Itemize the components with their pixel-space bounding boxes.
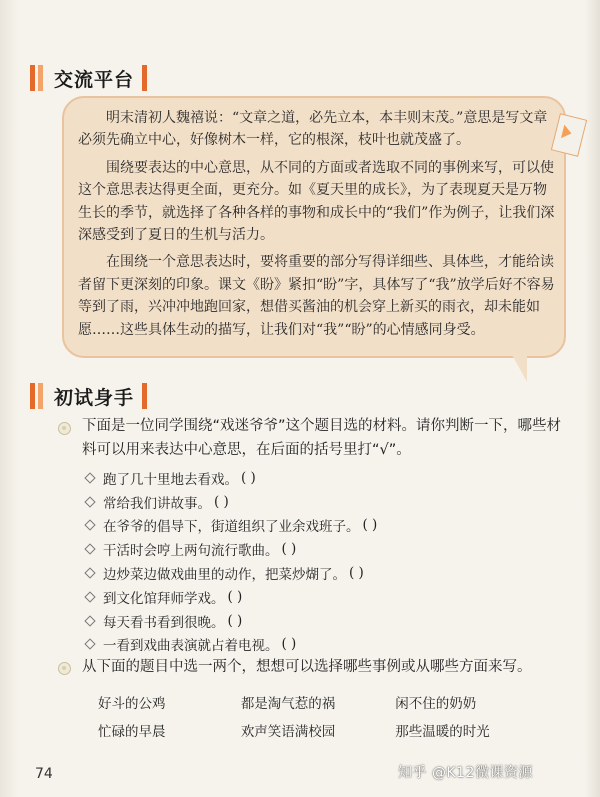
list-item-text: 一看到戏曲表演就占着电视。 [103,638,279,655]
answer-bracket[interactable]: ( ) [281,636,297,653]
topic-row [98,716,538,744]
diamond-bullet-icon [84,520,95,531]
diamond-bullet-icon [84,472,95,483]
answer-bracket[interactable]: ( ) [214,493,229,510]
answer-bracket[interactable]: ( ) [227,612,243,629]
question-2-text: 从下面的题目中选一两个，想想可以选择哪些事例或从哪些方面来写。 [82,659,532,675]
diamond-bullet-icon [84,639,95,650]
box-paragraph: 明末清初人魏禧说：“文章之道，必先立本，本丰则末茂。”意思是写文章必须先确立中心，好像树木一样，它的根深，枝叶也就茂盛了。 [78,110,548,149]
list-item [84,490,377,514]
list-item [84,561,377,585]
topic-item: 欢声笑语满校园 [240,724,336,740]
question-marker-icon [58,662,71,675]
speech-tail-icon [505,342,527,382]
section-header-exchange [30,65,147,91]
topic-item: 都是淘气惹的祸 [240,696,336,712]
answer-bracket[interactable]: ( ) [349,565,364,582]
list-item [84,633,377,657]
answer-bracket[interactable]: ( ) [227,588,243,605]
box-paragraph: 在围绕一个意思表达时，要将重要的部分写得详细些、具体些，才能给读者留下更深刻的印象。课文《盼》紧扣“盼”字，具体写了“我”放学后好不容易等到了雨，兴冲冲地跑回家，想借买酱油的机会穿上新买的雨衣，却未能如愿……这些具体生动的描写，让我们对“我”“盼”的心情感同身受。 [78,254,555,338]
watermark: 知乎 @K12微课资源 [398,765,533,781]
header-bar-icon [30,65,35,91]
diamond-bullet-icon [84,567,95,578]
diamond-bullet-icon [84,496,95,507]
topic-row [98,688,538,716]
section-title: 初试身手 [54,386,135,409]
diamond-bullet-icon [84,615,95,626]
diamond-bullet-icon [84,544,95,555]
list-item [84,537,377,561]
page-number: 74 [35,766,53,782]
topic-item: 好斗的公鸡 [98,696,166,712]
header-bar-icon [142,383,147,409]
list-item-text: 跑了几十里地去看戏。 [103,471,238,488]
question-marker-icon [58,422,71,435]
topic-item: 忙碌的早晨 [98,724,166,740]
header-bar-icon [38,383,43,409]
box-paragraph: 围绕要表达的中心意思，从不同的方面或者选取不同的事例来写，可以使这个意思表达得更全面，更充分。如《夏天里的成长》，为了表现夏天是万物生长的季节，就选择了各种各样的事物和成长中的“我们”作为例子，让我们深深感受到了夏日的生机与活力。 [78,159,555,244]
list-item-text: 常给我们讲故事。 [103,495,211,512]
answer-bracket[interactable]: ( ) [281,541,297,558]
header-bar-icon [30,383,35,409]
topic-grid [98,688,538,744]
list-item-text: 每天看书看到很晚。 [103,614,225,631]
list-item-text: 边炒菜边做戏曲里的动作，把菜炒煳了。 [103,567,346,584]
header-bar-icon [38,65,43,91]
list-item-text: 到文化馆拜师学戏。 [103,590,225,607]
box-text [78,107,556,341]
header-bar-icon [142,65,147,91]
list-item-text: 在爷爷的倡导下，街道组织了业余戏班子。 [103,519,360,536]
topic-item: 闲不住的奶奶 [395,696,477,712]
list-item [84,609,377,633]
list-item [84,514,377,538]
answer-bracket[interactable]: ( ) [241,469,256,486]
diamond-bullet-icon [84,591,95,602]
section-header-try [30,383,147,409]
section-title: 交流平台 [54,68,135,91]
answer-bracket[interactable]: ( ) [362,517,378,534]
topic-item: 那些温暖的时光 [395,724,490,740]
question-1-text: 下面是一位同学围绕“戏迷爷爷”这个题目选的材料。请你判断一下，哪些材料可以用来表达中心意思，在后面的括号里打“√”。 [82,418,562,458]
material-list [84,466,377,656]
list-item [84,466,377,490]
list-item [84,585,377,609]
list-item-text: 干活时会哼上两句流行歌曲。 [103,543,279,560]
